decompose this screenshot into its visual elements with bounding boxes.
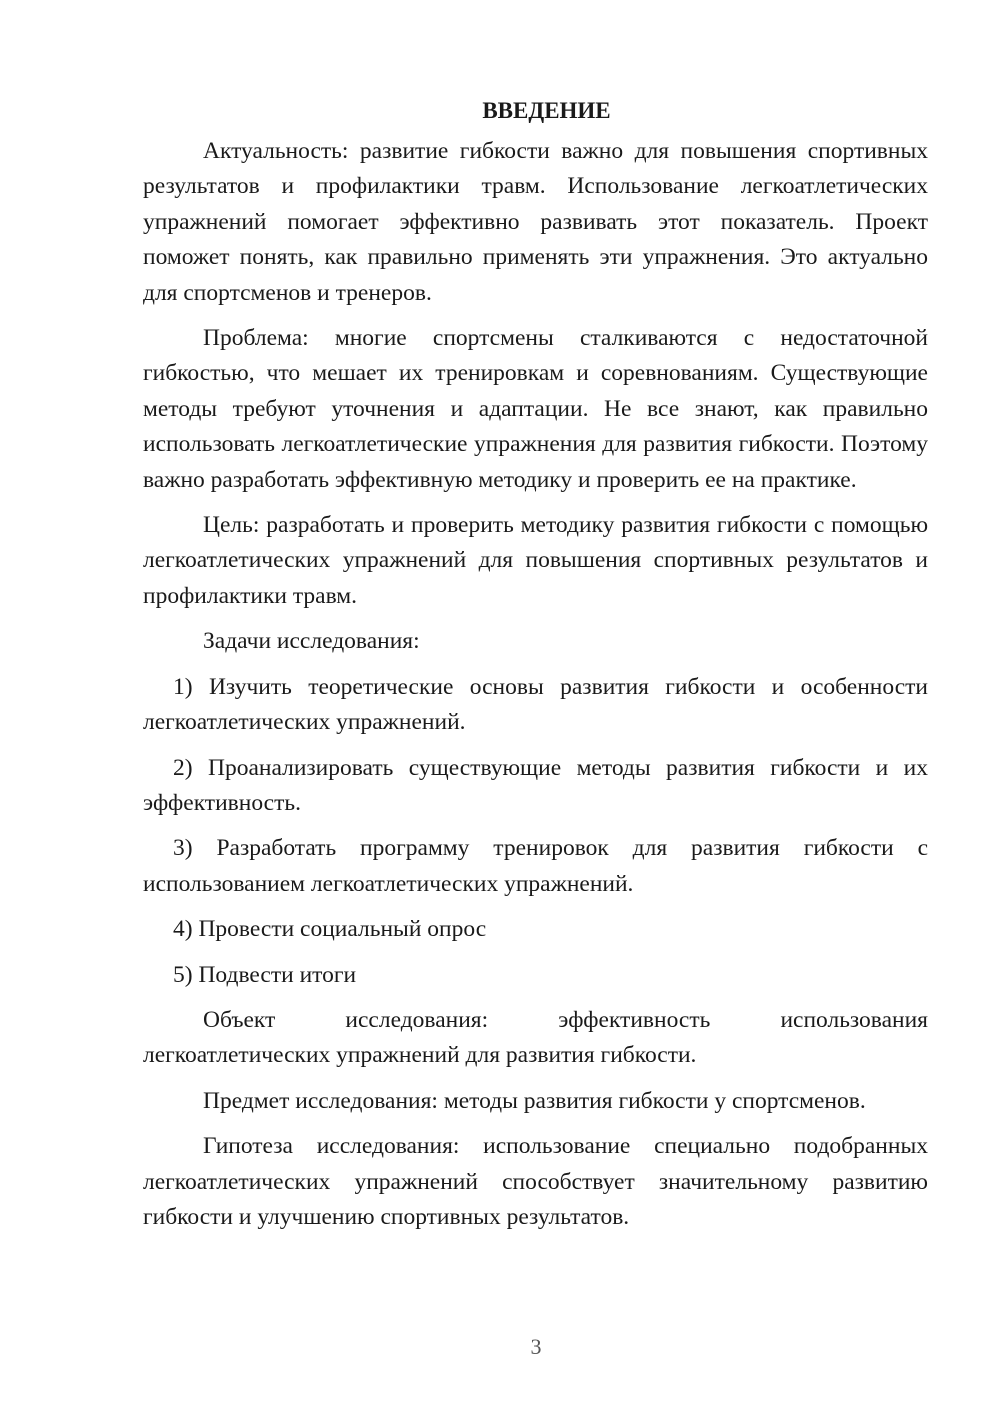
- page-number: 3: [530, 1334, 542, 1359]
- goal-paragraph: Цель: разработать и проверить методику развития гибкости с помощью легкоатлетических упражнений для повышения спортивных результатов и профилактики травм.: [143, 512, 928, 609]
- tasks-heading: Задачи исследования:: [203, 628, 420, 655]
- page-content: [143, 95, 928, 1235]
- subject-paragraph: Предмет исследования: методы развития гибкости у спортсменов.: [203, 1087, 866, 1114]
- task-item-3: 3) Разработать программу тренировок для развития гибкости с использованием легкоатлетических упражнений.: [143, 835, 928, 897]
- task-item-1: 1) Изучить теоретические основы развития гибкости и особенности легкоатлетических упражнений.: [143, 673, 928, 736]
- problem-paragraph: Проблема: многие спортсмены сталкиваются с недостаточной гибкостью, что мешает их тренировкам и соревнованиям. Существующие методы требуют уточнения и адаптации. Не все знают, как правильно использовать легкоатлетические упражнения для развития гибкости. Поэтому важно разработать эффективную методику и проверить ее на практике.: [143, 325, 928, 493]
- section-heading: ВВЕДЕНИЕ: [482, 98, 611, 123]
- object-paragraph: Объект исследования: эффективность использования легкоатлетических упражнений для развития гибкости.: [143, 1006, 928, 1069]
- relevance-paragraph: Актуальность: развитие гибкости важно для повышения спортивных результатов и профилактики травм. Использование легкоатлетических упражнений помогает эффективно развивать этот показатель. Проект поможет понять, как правильно применять эти упражнения. Это актуально для спортсменов и тренеров.: [143, 138, 928, 306]
- task-item-2: 2) Проанализировать существующие методы развития гибкости и их эффективность.: [143, 754, 928, 816]
- hypothesis-paragraph: Гипотеза исследования: использование специально подобранных легкоатлетических упражнений способствует значительному развитию гибкости и улучшению спортивных результатов.: [143, 1133, 928, 1230]
- task-item-5: 5) Подвести итоги: [173, 961, 357, 988]
- task-item-4: 4) Провести социальный опрос: [173, 916, 487, 943]
